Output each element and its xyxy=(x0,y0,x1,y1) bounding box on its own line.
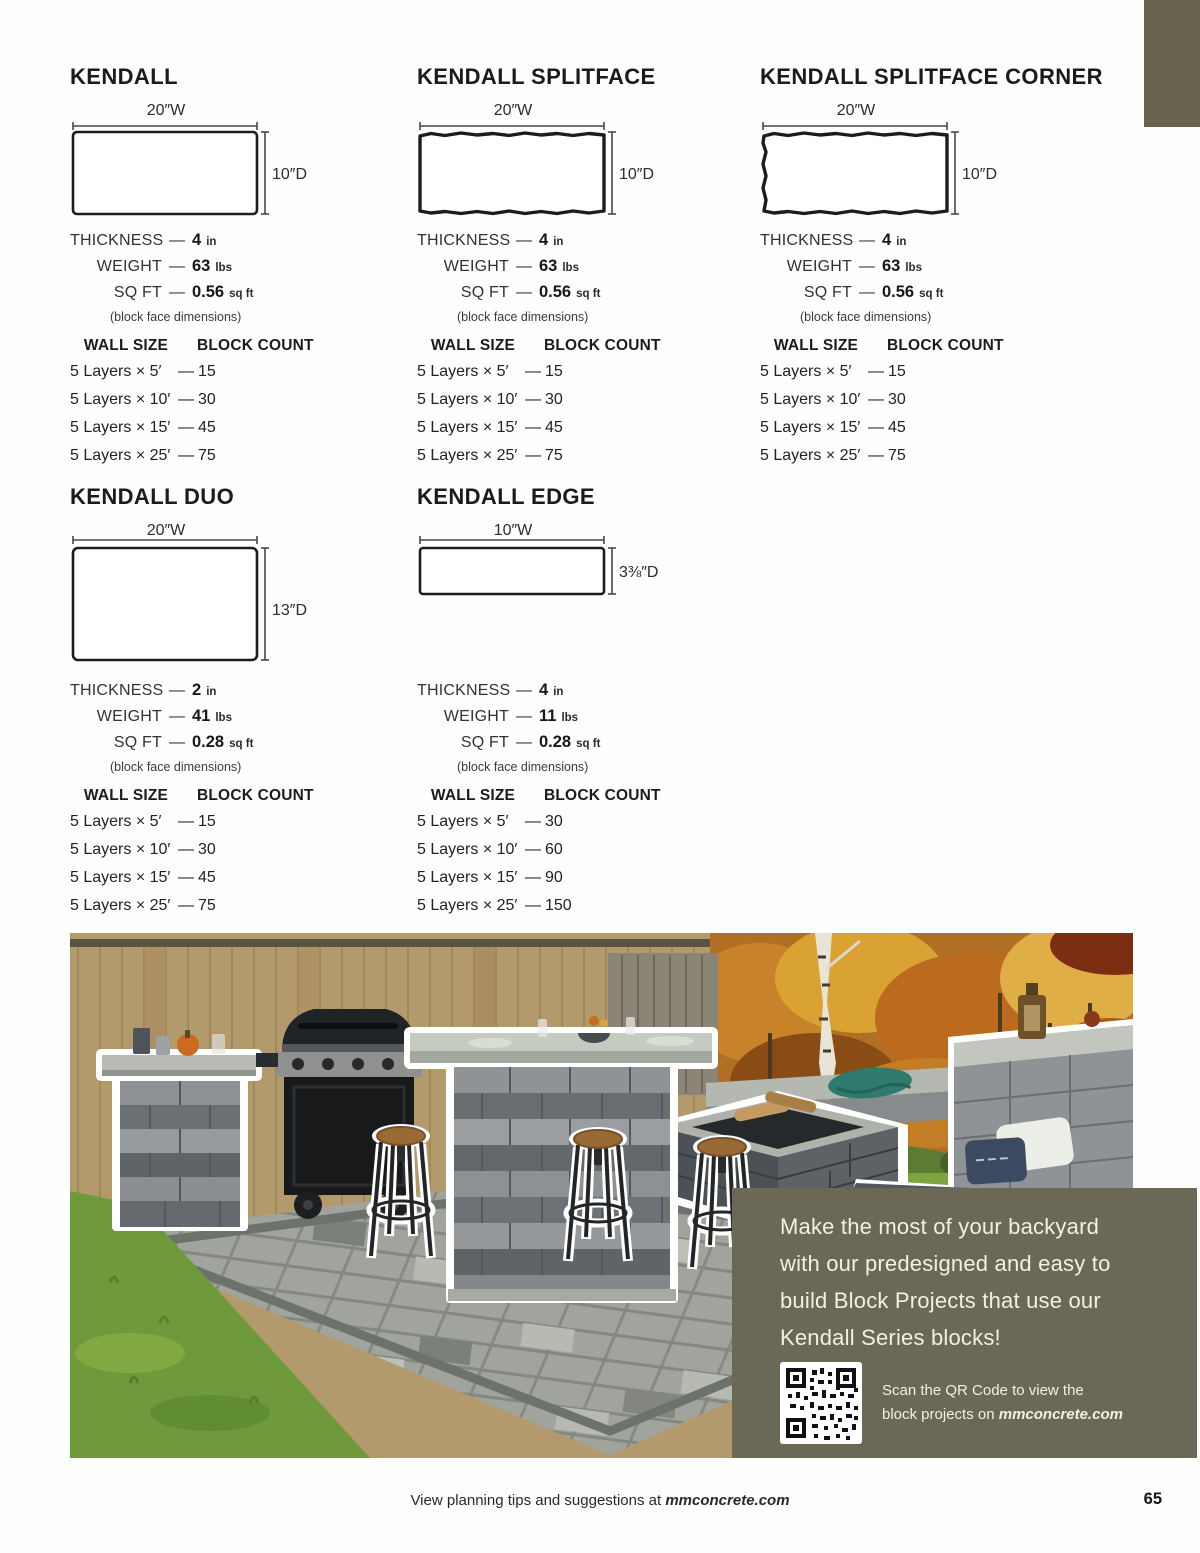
table-row: 5 Layers × 5′ — 15 xyxy=(70,813,216,830)
product-card-kendall-splitface xyxy=(417,64,752,476)
spec-sqft: SQ FT — 0.28 sq ft xyxy=(113,733,254,751)
product-card-kendall xyxy=(70,64,405,476)
product-card-kendall-duo xyxy=(70,484,405,926)
wall-size-table xyxy=(70,337,405,464)
width-dimension-label: 10″W xyxy=(493,522,533,539)
table-header: WALL SIZE BLOCK COUNT xyxy=(83,787,314,804)
table-row: 5 Layers × 15′ — 45 xyxy=(70,869,216,886)
table-row: 5 Layers × 10′ — 30 xyxy=(417,391,563,408)
website-text: mmconcrete.com xyxy=(998,1406,1123,1423)
wall-size-table xyxy=(70,787,405,914)
table-row: 5 Layers × 25′ — 75 xyxy=(417,447,563,464)
depth-dimension-label: 13″D xyxy=(272,602,308,619)
promo-text-line: with our predesigned and easy to xyxy=(780,1251,1111,1276)
table-header: WALL SIZE BLOCK COUNT xyxy=(83,337,314,354)
block-outline-drawing xyxy=(417,536,629,676)
block-outline-drawing xyxy=(70,536,282,676)
table-row: 5 Layers × 25′ — 75 xyxy=(760,447,906,464)
block-diagram xyxy=(417,94,752,232)
table-row: 5 Layers × 25′ — 75 xyxy=(70,897,216,914)
depth-dimension-label: 10″D xyxy=(272,166,308,183)
promo-panel xyxy=(732,1188,1197,1458)
page-number: 65 xyxy=(1143,1490,1162,1508)
spec-list xyxy=(417,682,752,774)
wall-size-table xyxy=(417,787,752,914)
product-title: KENDALL xyxy=(70,64,178,89)
spec-sqft: SQ FT — 0.56 sq ft xyxy=(460,283,601,301)
depth-dimension-label: 3⅜″D xyxy=(619,564,659,581)
promo-text-line: build Block Projects that use our xyxy=(780,1288,1101,1313)
table-row: 5 Layers × 25′ — 75 xyxy=(70,447,216,464)
spec-note: (block face dimensions) xyxy=(800,310,932,324)
table-row: 5 Layers × 15′ — 90 xyxy=(417,869,563,886)
spec-sqft: SQ FT — 0.28 sq ft xyxy=(460,733,601,751)
spec-note: (block face dimensions) xyxy=(110,760,242,774)
table-header: WALL SIZE BLOCK COUNT xyxy=(430,787,661,804)
spec-note: (block face dimensions) xyxy=(457,760,589,774)
product-title: KENDALL SPLITFACE xyxy=(417,64,656,89)
table-row: 5 Layers × 15′ — 45 xyxy=(417,419,563,436)
promo-text-line: Make the most of your backyard xyxy=(780,1214,1100,1239)
spec-sqft: SQ FT — 0.56 sq ft xyxy=(803,283,944,301)
qr-caption xyxy=(882,1379,1123,1427)
wall-size-table xyxy=(417,337,752,464)
spec-list xyxy=(70,682,405,774)
spec-weight: WEIGHT — 63 lbs xyxy=(786,257,922,275)
page-corner-tab xyxy=(1144,0,1200,127)
spec-list xyxy=(70,232,405,324)
width-dimension-label: 20″W xyxy=(146,102,186,119)
qr-caption-line2: block projects on mmconcrete.com xyxy=(882,1406,1123,1423)
spec-thickness: THICKNESS — 4 in xyxy=(417,231,564,249)
spec-weight: WEIGHT — 63 lbs xyxy=(443,257,579,275)
spec-weight: WEIGHT — 11 lbs xyxy=(443,707,579,725)
footer-note: View planning tips and suggestions at mmconcrete.com xyxy=(410,1492,790,1509)
block-outline-drawing xyxy=(70,122,282,224)
block-diagram xyxy=(760,94,1095,232)
spec-sqft: SQ FT — 0.56 sq ft xyxy=(113,283,254,301)
table-header: WALL SIZE BLOCK COUNT xyxy=(773,337,1004,354)
spec-thickness: THICKNESS — 4 in xyxy=(70,231,217,249)
block-diagram xyxy=(70,94,405,232)
width-dimension-label: 20″W xyxy=(836,102,876,119)
spec-thickness: THICKNESS — 4 in xyxy=(417,681,564,699)
spec-note: (block face dimensions) xyxy=(110,310,242,324)
depth-dimension-label: 10″D xyxy=(962,166,998,183)
spec-list xyxy=(417,232,752,324)
table-row: 5 Layers × 25′ — 150 xyxy=(417,897,572,914)
website-text: mmconcrete.com xyxy=(665,1492,790,1509)
spec-weight: WEIGHT — 63 lbs xyxy=(96,257,232,275)
spec-list xyxy=(760,232,1095,324)
product-title: KENDALL DUO xyxy=(70,484,235,509)
product-card-kendall-splitface-corner xyxy=(760,64,1103,476)
table-row: 5 Layers × 15′ — 45 xyxy=(760,419,906,436)
spec-thickness: THICKNESS — 4 in xyxy=(760,231,907,249)
table-row: 5 Layers × 5′ — 15 xyxy=(70,363,216,380)
table-row: 5 Layers × 10′ — 30 xyxy=(760,391,906,408)
block-diagram xyxy=(70,514,405,682)
table-row: 5 Layers × 5′ — 15 xyxy=(760,363,906,380)
promo-text-line: Kendall Series blocks! xyxy=(780,1325,1001,1350)
table-row: 5 Layers × 5′ — 30 xyxy=(417,813,563,830)
depth-dimension-label: 10″D xyxy=(619,166,655,183)
spec-weight: WEIGHT — 41 lbs xyxy=(96,707,232,725)
table-row: 5 Layers × 10′ — 30 xyxy=(70,841,216,858)
table-row: 5 Layers × 5′ — 15 xyxy=(417,363,563,380)
block-diagram xyxy=(417,514,752,682)
table-row: 5 Layers × 15′ — 45 xyxy=(70,419,216,436)
block-outline-drawing xyxy=(417,122,629,224)
product-title: KENDALL SPLITFACE CORNER xyxy=(760,64,1103,89)
wall-size-table xyxy=(760,337,1095,464)
product-card-kendall-edge xyxy=(417,484,752,926)
qr-caption-line1: Scan the QR Code to view the xyxy=(882,1382,1084,1399)
product-title: KENDALL EDGE xyxy=(417,484,595,509)
width-dimension-label: 20″W xyxy=(146,522,186,539)
qr-section xyxy=(780,1362,1197,1444)
qr-code-icon xyxy=(780,1362,862,1444)
block-outline-drawing xyxy=(760,122,972,224)
table-row: 5 Layers × 10′ — 30 xyxy=(70,391,216,408)
table-row: 5 Layers × 10′ — 60 xyxy=(417,841,563,858)
spec-thickness: THICKNESS — 2 in xyxy=(70,681,217,699)
spec-note: (block face dimensions) xyxy=(457,310,589,324)
table-header: WALL SIZE BLOCK COUNT xyxy=(430,337,661,354)
width-dimension-label: 20″W xyxy=(493,102,533,119)
